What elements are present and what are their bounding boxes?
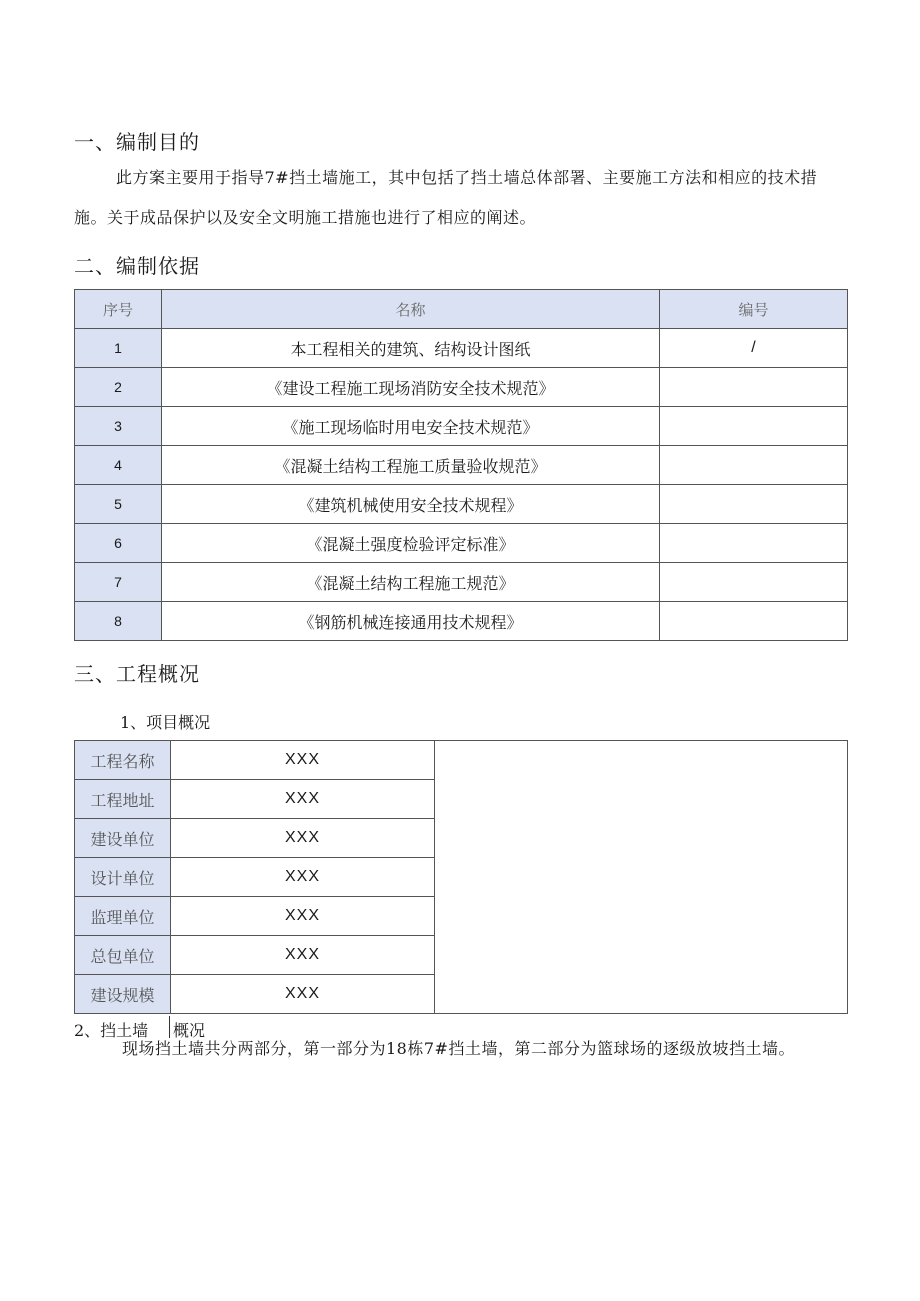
row-name: 《钢筋机械连接通用技术规程》 bbox=[162, 602, 660, 641]
project-value: XXX bbox=[171, 897, 435, 936]
subsection-retaining-wall: 2、挡土墙 bbox=[74, 1021, 149, 1040]
row-no: 1 bbox=[75, 329, 162, 368]
project-blank-area bbox=[435, 741, 848, 1014]
row-name: 《建设工程施工现场消防安全技术规范》 bbox=[162, 368, 660, 407]
row-code bbox=[660, 563, 848, 602]
project-value: XXX bbox=[171, 780, 435, 819]
header-name: 名称 bbox=[162, 290, 660, 329]
basis-table bbox=[74, 289, 848, 641]
project-label: 监理单位 bbox=[75, 897, 171, 936]
text-cursor-divider bbox=[169, 1016, 170, 1038]
table-row bbox=[75, 368, 848, 407]
row-no: 7 bbox=[75, 563, 162, 602]
table-row bbox=[75, 563, 848, 602]
project-value: XXX bbox=[171, 741, 435, 780]
row-no: 3 bbox=[75, 407, 162, 446]
table-row bbox=[75, 407, 848, 446]
table-row bbox=[75, 446, 848, 485]
section-1-heading: 一、编制目的 bbox=[74, 130, 200, 154]
table-row bbox=[75, 329, 848, 368]
table-row bbox=[75, 485, 848, 524]
project-label: 总包单位 bbox=[75, 936, 171, 975]
subsection-retaining-wall-suffix: 概况 bbox=[173, 1021, 206, 1040]
section-3-paragraph-text: 现场挡土墙共分两部分，第一部分为18栋7#挡土墙，第二部分为篮球场的逐级放坡挡土墙。 bbox=[122, 1039, 795, 1058]
row-name: 《建筑机械使用安全技术规程》 bbox=[162, 485, 660, 524]
header-no: 序号 bbox=[75, 290, 162, 329]
project-info-table bbox=[74, 740, 848, 1014]
row-no: 5 bbox=[75, 485, 162, 524]
section-2-heading: 二、编制依据 bbox=[74, 254, 200, 278]
project-label: 建设规模 bbox=[75, 975, 171, 1014]
row-name: 《混凝土结构工程施工规范》 bbox=[162, 563, 660, 602]
project-label: 工程地址 bbox=[75, 780, 171, 819]
project-value: XXX bbox=[171, 819, 435, 858]
row-name: 本工程相关的建筑、结构设计图纸 bbox=[162, 329, 660, 368]
subsection-project-overview: 1、项目概况 bbox=[120, 713, 211, 732]
table-row bbox=[75, 741, 848, 780]
row-no: 2 bbox=[75, 368, 162, 407]
row-name: 《混凝土强度检验评定标准》 bbox=[162, 524, 660, 563]
project-label: 工程名称 bbox=[75, 741, 171, 780]
section-3-heading: 三、工程概况 bbox=[74, 662, 200, 686]
header-code: 编号 bbox=[660, 290, 848, 329]
project-value: XXX bbox=[171, 858, 435, 897]
basis-table-header-row bbox=[75, 290, 848, 329]
row-code bbox=[660, 602, 848, 641]
section-1-paragraph bbox=[74, 158, 850, 238]
project-label: 建设单位 bbox=[75, 819, 171, 858]
row-code bbox=[660, 407, 848, 446]
section-1-paragraph-text: 此方案主要用于指导7#挡土墙施工，其中包括了挡土墙总体部署、主要施工方法和相应的技术措施。关于成品保护以及安全文明施工措施也进行了相应的阐述。 bbox=[74, 168, 818, 227]
table-row bbox=[75, 524, 848, 563]
project-value: XXX bbox=[171, 975, 435, 1014]
row-code bbox=[660, 485, 848, 524]
row-name: 《混凝土结构工程施工质量验收规范》 bbox=[162, 446, 660, 485]
table-row bbox=[75, 602, 848, 641]
row-name: 《施工现场临时用电安全技术规范》 bbox=[162, 407, 660, 446]
row-no: 8 bbox=[75, 602, 162, 641]
row-no: 4 bbox=[75, 446, 162, 485]
row-code: / bbox=[660, 329, 848, 368]
section-3-paragraph bbox=[74, 1036, 850, 1062]
row-code bbox=[660, 368, 848, 407]
row-code bbox=[660, 446, 848, 485]
project-value: XXX bbox=[171, 936, 435, 975]
row-no: 6 bbox=[75, 524, 162, 563]
row-code bbox=[660, 524, 848, 563]
project-label: 设计单位 bbox=[75, 858, 171, 897]
